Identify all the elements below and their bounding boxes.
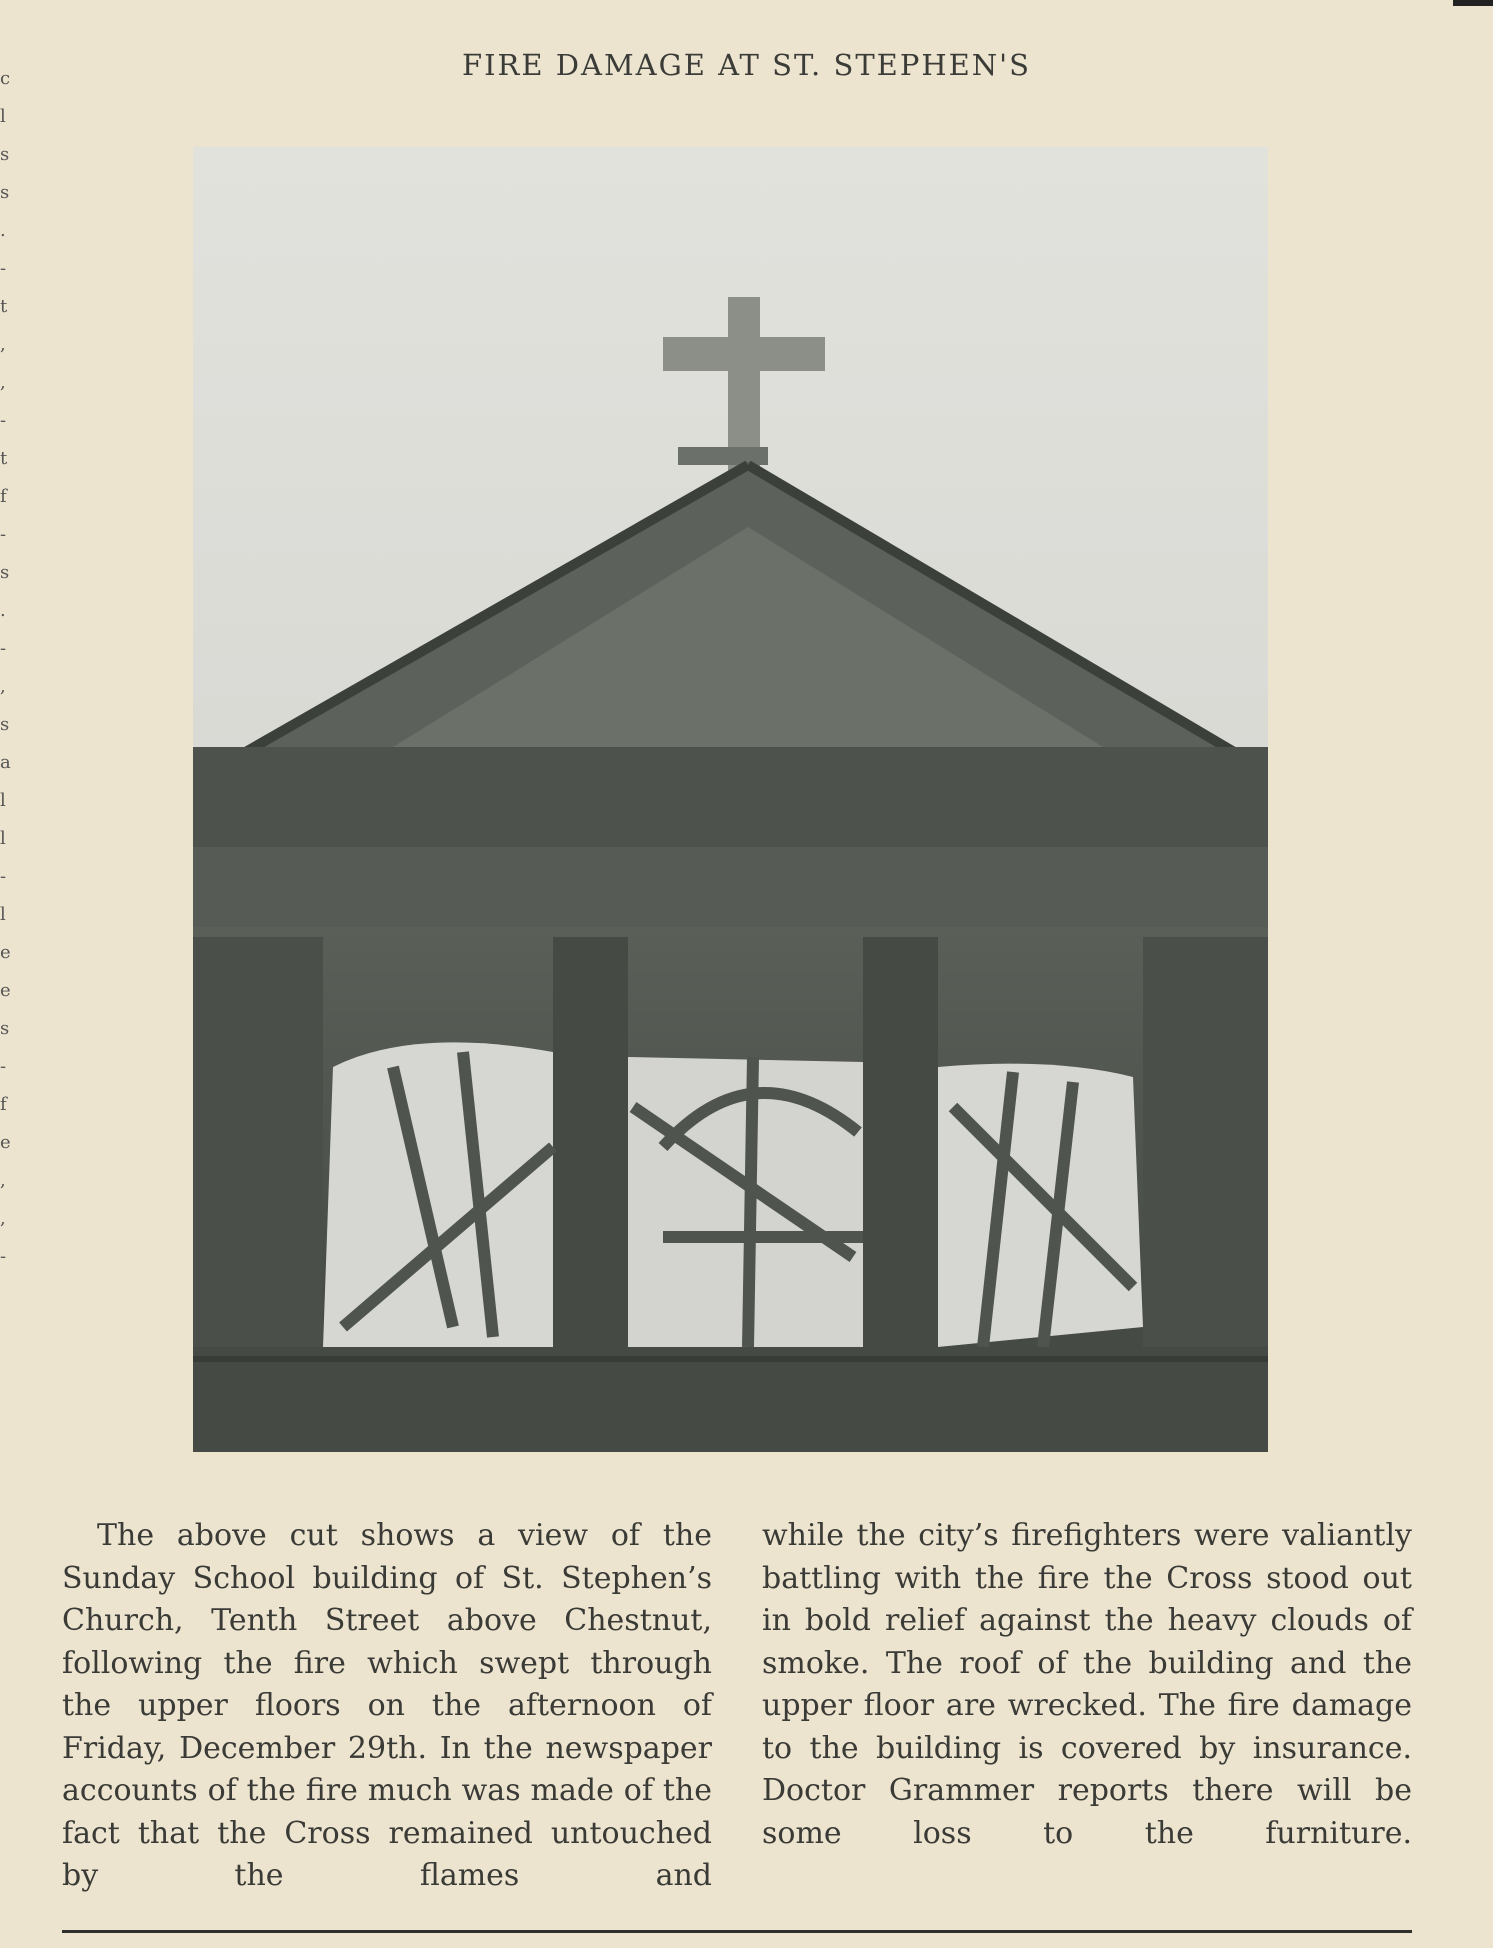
margin-fragment: , (0, 1170, 6, 1191)
article-column-left (62, 1515, 712, 1898)
margin-fragment: - (0, 638, 7, 659)
burned-opening-left (323, 1042, 553, 1347)
corner-mark (1453, 0, 1493, 6)
margin-fragment: l (0, 904, 6, 925)
margin-fragment: e (0, 980, 11, 1001)
margin-fragment: l (0, 106, 6, 127)
margin-fragment: s (0, 144, 10, 165)
margin-fragment: e (0, 942, 11, 963)
margin-fragment: f (0, 486, 7, 507)
margin-fragment: t (0, 448, 8, 469)
margin-fragment: s (0, 1018, 10, 1039)
margin-fragment: s (0, 182, 10, 203)
pillar-left (553, 937, 628, 1352)
margin-fragment: , (0, 1208, 6, 1229)
margin-fragment: s (0, 714, 10, 735)
margin-fragment: - (0, 866, 7, 887)
burned-opening-right (938, 1064, 1143, 1347)
margin-fragment: , (0, 334, 6, 355)
article-text (62, 1515, 1412, 1898)
margin-fragment: c (0, 68, 11, 89)
photo-illustration (193, 147, 1268, 1452)
cross-vertical (728, 297, 760, 472)
page-title: FIRE DAMAGE AT ST. STEPHEN'S (461, 48, 1032, 82)
margin-fragments (0, 60, 14, 1276)
margin-fragment: e (0, 1132, 11, 1153)
margin-fragment: s (0, 562, 10, 583)
article-column-right (762, 1515, 1412, 1898)
margin-fragment: - (0, 1056, 7, 1077)
cross-horizontal (663, 337, 825, 371)
pillar-right (863, 937, 938, 1352)
margin-fragment: - (0, 1246, 7, 1267)
margin-fragment: f (0, 1094, 7, 1115)
margin-fragment: t (0, 296, 8, 317)
margin-fragment: l (0, 790, 6, 811)
margin-fragment: - (0, 524, 7, 545)
margin-fragment: , (0, 372, 6, 393)
bottom-rule (62, 1930, 1412, 1933)
article-right-paragraph: while the city’s firefighters were valiantly battling with the fire the Cross stood out in bold relief against the heavy clouds of smoke. The roof of the building and the upper floor are wrecked. The fire damage to the building is covered by insurance. Doctor Grammer reports there will be some loss to the furniture. (762, 1518, 1412, 1851)
margin-fragment: a (0, 752, 11, 773)
entablature (193, 747, 1268, 857)
margin-fragment: l (0, 828, 6, 849)
church-roof-photo (193, 147, 1268, 1452)
margin-fragment: . (0, 220, 6, 241)
margin-fragment: , (0, 676, 6, 697)
margin-fragment: - (0, 258, 7, 279)
margin-fragment: - (0, 410, 7, 431)
margin-fragment: . (0, 600, 6, 621)
article-left-paragraph: The above cut shows a view of the Sunday School building of St. Stephen’s Church, Tenth Street above Chestnut, following the fire which swept through the upper floors on the afternoon of Friday, December 29th. In the newspaper accounts of the fire much was made of the fact that the Cross remained untouched by the flames and (62, 1518, 712, 1893)
